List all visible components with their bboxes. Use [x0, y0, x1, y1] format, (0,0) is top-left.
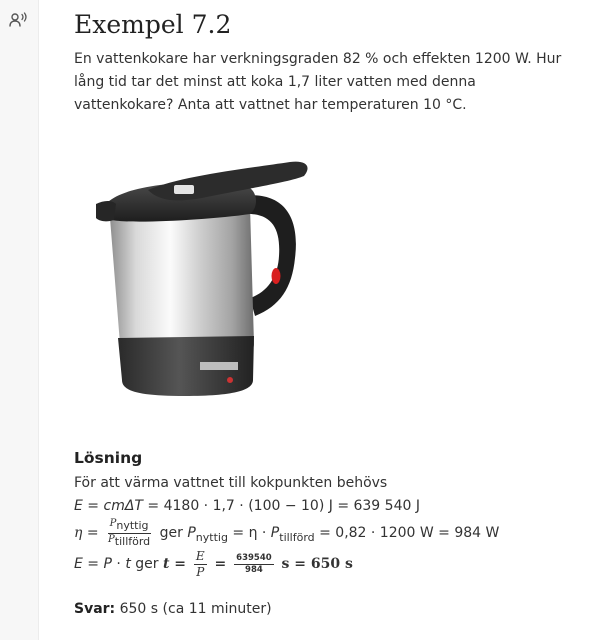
equals-sign: =: [82, 525, 104, 542]
e-over-p-fraction: [194, 550, 207, 578]
read-aloud-icon: [8, 12, 30, 28]
side-rail: [0, 0, 39, 640]
fraction-p-supplied: P: [108, 533, 115, 545]
energy-formula: = cm: [82, 498, 125, 514]
p-useful-symbol: P: [187, 525, 196, 542]
p-supplied-symbol: P: [270, 525, 280, 542]
fraction-e: E: [195, 549, 205, 563]
ger-word: ger: [155, 525, 188, 542]
efficiency-fraction: [106, 519, 152, 547]
answer-line: [74, 601, 272, 617]
p-supplied-subscript: tillförd: [279, 530, 315, 544]
solution-line-time: [74, 550, 353, 578]
energy-calculation: = 4180 · 1,7 · (100 − 10) J = 639 540 J: [142, 498, 420, 514]
answer-text: 650 s (ca 11 minuter): [115, 601, 272, 617]
time-e-symbol: E: [74, 556, 83, 573]
time-equals-3: =: [209, 556, 232, 573]
power-calculation: = 0,82 · 1200 W = 984 W: [314, 525, 500, 542]
energy-symbol: E: [74, 498, 83, 514]
time-ger-word: ger: [130, 556, 163, 573]
kettle-image: [90, 148, 320, 402]
time-p-symbol: P: [103, 556, 112, 573]
eta-times: = η ·: [227, 525, 271, 542]
solution-line-intro: För att värma vattnet till kokpunkten behövs: [74, 475, 388, 491]
t-variable: t: [162, 556, 170, 573]
time-equals: =: [82, 556, 104, 573]
fraction-sub-useful: nyttig: [116, 519, 149, 532]
fraction-p-useful: P: [109, 518, 117, 529]
solution-line-energy: [74, 498, 420, 514]
example-title: Exempel 7.2: [74, 10, 232, 39]
example-question: En vattenkokare har verkningsgraden 82 % och effekten 1200 W. Hur lång tid tar det minst att koka 1,7 liter vatten med denna vattenkokare? Anta att vattnet har temperaturen 10 °C.: [74, 51, 562, 113]
time-result: s = 650 s: [276, 556, 353, 573]
numerator-value: 639540: [236, 552, 272, 563]
time-t-symbol: t: [125, 556, 131, 573]
eta-symbol: η: [74, 525, 83, 542]
solution-line-power: [74, 519, 499, 547]
read-aloud-button[interactable]: [0, 0, 38, 40]
fraction-p: P: [196, 564, 205, 579]
denominator-value: 984: [245, 564, 263, 575]
fraction-sub-supplied: tillförd: [114, 534, 151, 548]
delta-t-symbol: ΔT: [124, 498, 143, 514]
time-dot: ·: [111, 556, 126, 573]
answer-label: Svar:: [74, 601, 116, 617]
numeric-fraction: [234, 554, 274, 575]
time-equals-2: =: [169, 556, 191, 573]
p-useful-subscript: nyttig: [195, 530, 228, 544]
solution-heading: Lösning: [74, 449, 143, 467]
